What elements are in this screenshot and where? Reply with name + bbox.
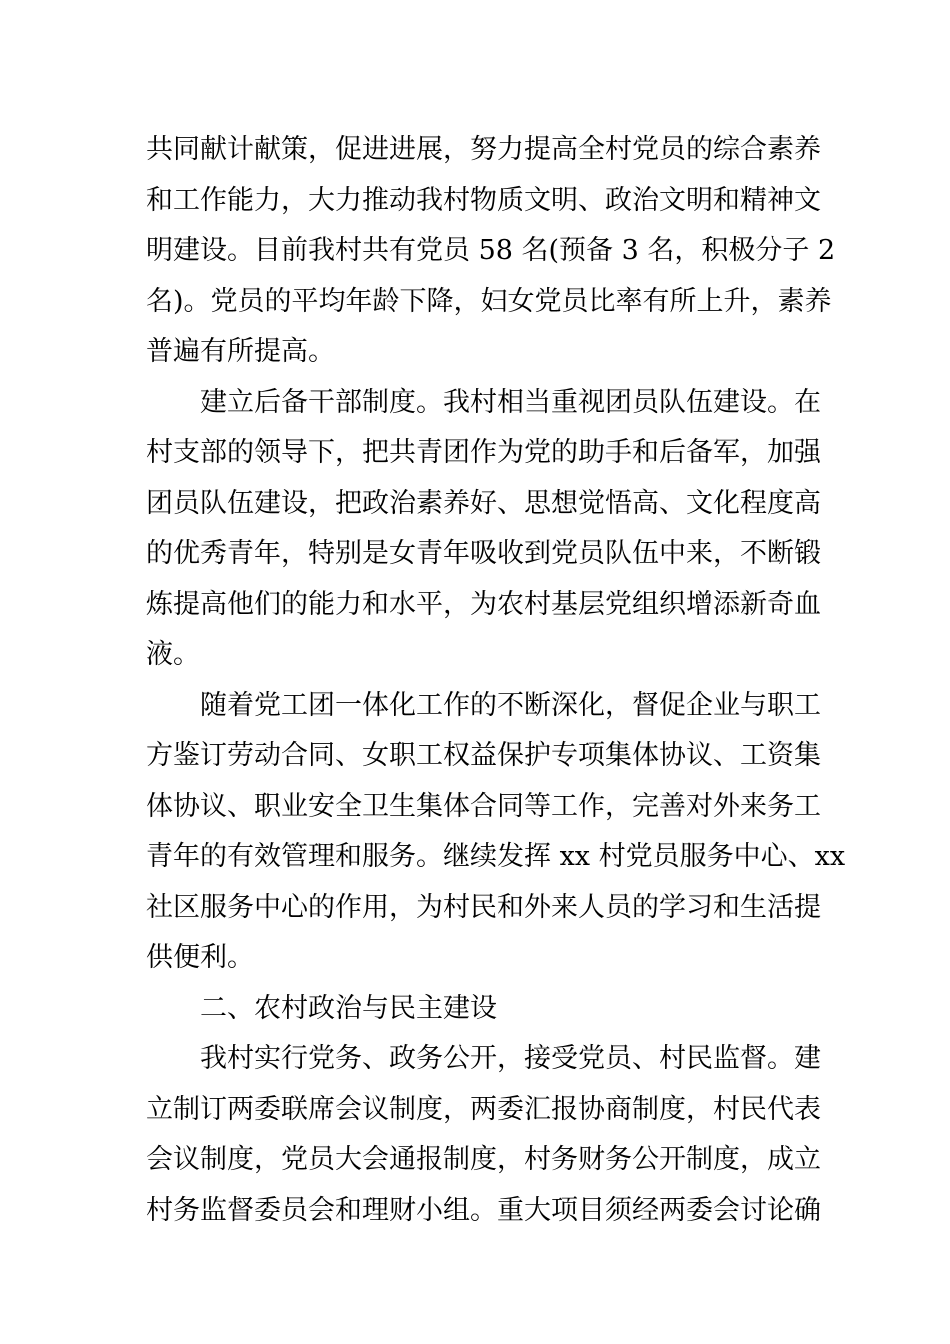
text-line: 名)。党员的平均年龄下降，妇女党员比率有所上升，素养 [146,285,832,317]
text-line: 明建设。目前我村共有党员 58 名(预备 3 名，积极分子 2 [146,235,836,266]
text-line: 体协议、职业安全卫生集体合同等工作，完善对外来务工 [146,790,821,822]
text-line: 社区服务中心的作用，为村民和外来人员的学习和生活提 [146,891,821,923]
body-text [146,125,846,1236]
text-line: 普遍有所提高。 [146,336,335,367]
text-line: 液。 [146,639,200,670]
paragraph-first-line: 随着党工团一体化工作的不断深化，督促企业与职工 [200,689,821,721]
text-line: 村务监督委员会和理财小组。重大项目须经两委会讨论确 [146,1194,821,1226]
text-line: 会议制度，党员大会通报制度，村务财务公开制度，成立 [146,1144,821,1175]
paragraph-first-line: 我村实行党务、政务公开，接受党员、村民监督。建 [200,1043,821,1074]
text-line: 立制订两委联席会议制度，两委汇报协商制度，村民代表 [146,1093,821,1125]
text-line: 的优秀青年，特别是女青年吸收到党员队伍中来，不断锻 [146,538,821,569]
text-line: 方鉴订劳动合同、女职工权益保护专项集体协议、工资集 [146,740,821,771]
text-line: 炼提高他们的能力和水平，为农村基层党组织增添新奇血 [146,588,821,620]
text-line: 供便利。 [146,942,254,973]
text-line: 团员队伍建设，把政治素养好、思想觉悟高、文化程度高 [146,487,821,519]
text-line: 村支部的领导下，把共青团作为党的助手和后备军，加强 [146,437,821,468]
paragraph-first-line: 建立后备干部制度。我村相当重视团员队伍建设。在 [200,386,821,418]
text-line: 和工作能力，大力推动我村物质文明、政治文明和精神文 [146,184,821,216]
text-line: 共同献计献策，促进进展，努力提高全村党员的综合素养 [146,134,821,165]
text-line: 青年的有效管理和服务。继续发挥 xx 村党员服务中心、xx [146,841,846,872]
paragraph-first-line: 二、农村政治与民主建设 [200,992,497,1024]
